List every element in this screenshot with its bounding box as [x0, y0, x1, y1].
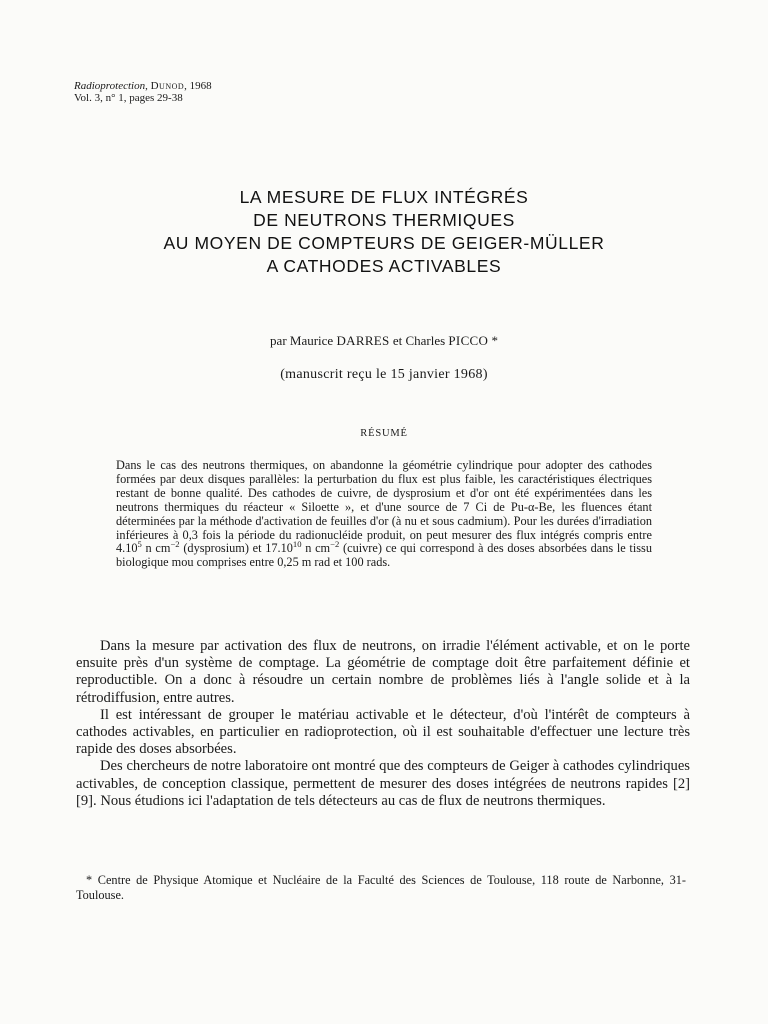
author-line — [0, 333, 768, 349]
resume-part-3: (dysprosium) et 17.10 — [179, 541, 293, 556]
body-paragraph-1: Dans la mesure par activation des flux de neutrons, on irradie l'élément activable, et on le porte ensuite près d'un système de comptage. La géométrie de comptage doit être parfaitement définie et reproductible. On a donc à résoudre un certain nombre de problèmes liés à l'angle solide et à la rétrodiffusion, entre autres. — [76, 638, 690, 706]
journal-line: Radioprotection, Dunod, 1968 — [74, 80, 212, 92]
title-line-4: A CATHODES ACTIVABLES — [266, 256, 502, 276]
affiliation-footnote: * Centre de Physique Atomique et Nucléaire de la Faculté des Sciences de Toulouse, 118 route de Narbonne, 31-Toulouse. — [76, 873, 686, 902]
body-paragraph-2: Il est intéressant de grouper le matériau activable et le détecteur, d'où l'intérêt de compteurs à cathodes activables, en particulier en radioprotection, où il est souhaitable d'effectuer une lecture très rapide des doses absorbées. — [76, 706, 690, 758]
article-body — [76, 638, 690, 810]
volume-line: Vol. 3, n° 1, pages 29-38 — [74, 92, 183, 104]
author2-surname: PICCO — [448, 333, 489, 348]
resume-exponent-3: 10 — [292, 539, 302, 550]
resume-heading: RÉSUMÉ — [360, 428, 408, 439]
author-footnote-mark: * — [491, 333, 498, 348]
author1-surname: DARRES — [336, 333, 390, 348]
publication-year: 1968 — [189, 80, 212, 92]
resume-part-4: n cm — [301, 541, 331, 556]
resume-part-2: n cm — [141, 541, 171, 556]
publisher-name: Dunod — [150, 80, 185, 92]
journal-name: Radioprotection — [74, 80, 146, 92]
received-date: (manuscrit reçu le 15 janvier 1968) — [280, 367, 488, 382]
resume-exponent-2: −2 — [170, 539, 180, 550]
resume-part-1: Dans le cas des neutrons thermiques, on abandonne la géométrie cylindrique pour adopter des cathodes formées par deux disques parallèles: la perturbation du flux est plus faible, les caractéristiques électriques restant de bonne qualité. Des cathodes de cuivre, de dysprosium et d'or ont été expérimentées dans les neutrons thermiques du réacteur « Siloette », et d'une source de 7 Ci de Pu-α-Be, les fluences étant déterminées par la méthode d'activation de feuilles d'or (à nu et sous cadmium). Pour les durées d'irradiation inférieures à 0,3 fois la période du radionucléide produit, on peut mesurer des flux intégrés compris entre 4.10 — [116, 458, 652, 556]
article-title — [60, 186, 708, 278]
title-line-2: DE NEUTRONS THERMIQUES — [253, 210, 515, 230]
resume-exponent-4: −2 — [330, 539, 340, 550]
title-line-1: LA MESURE DE FLUX INTÉGRÉS — [239, 187, 529, 207]
journal-header — [74, 80, 212, 104]
title-line-3: AU MOYEN DE COMPTEURS DE GEIGER-MÜLLER — [163, 233, 605, 253]
resume-part-5: (cuivre) ce qui correspond à des doses absorbées dans le tissu biologique mou comprises entre 0,25 m rad et 100 rads. — [116, 541, 652, 570]
author-conjunction: et Charles — [392, 333, 446, 348]
resume-exponent-1: 5 — [137, 539, 142, 550]
body-paragraph-3: Des chercheurs de notre laboratoire ont montré que des compteurs de Geiger à cathodes cylindriques activables, de conception classique, permettent de mesurer des doses intégrées de neutrons rapides [2] [9]. Nous étudions ici l'adaptation de tels détecteurs au cas de flux de neutrons thermiques. — [76, 758, 690, 809]
resume-text — [116, 459, 652, 570]
author-prefix: par Maurice — [270, 333, 334, 348]
